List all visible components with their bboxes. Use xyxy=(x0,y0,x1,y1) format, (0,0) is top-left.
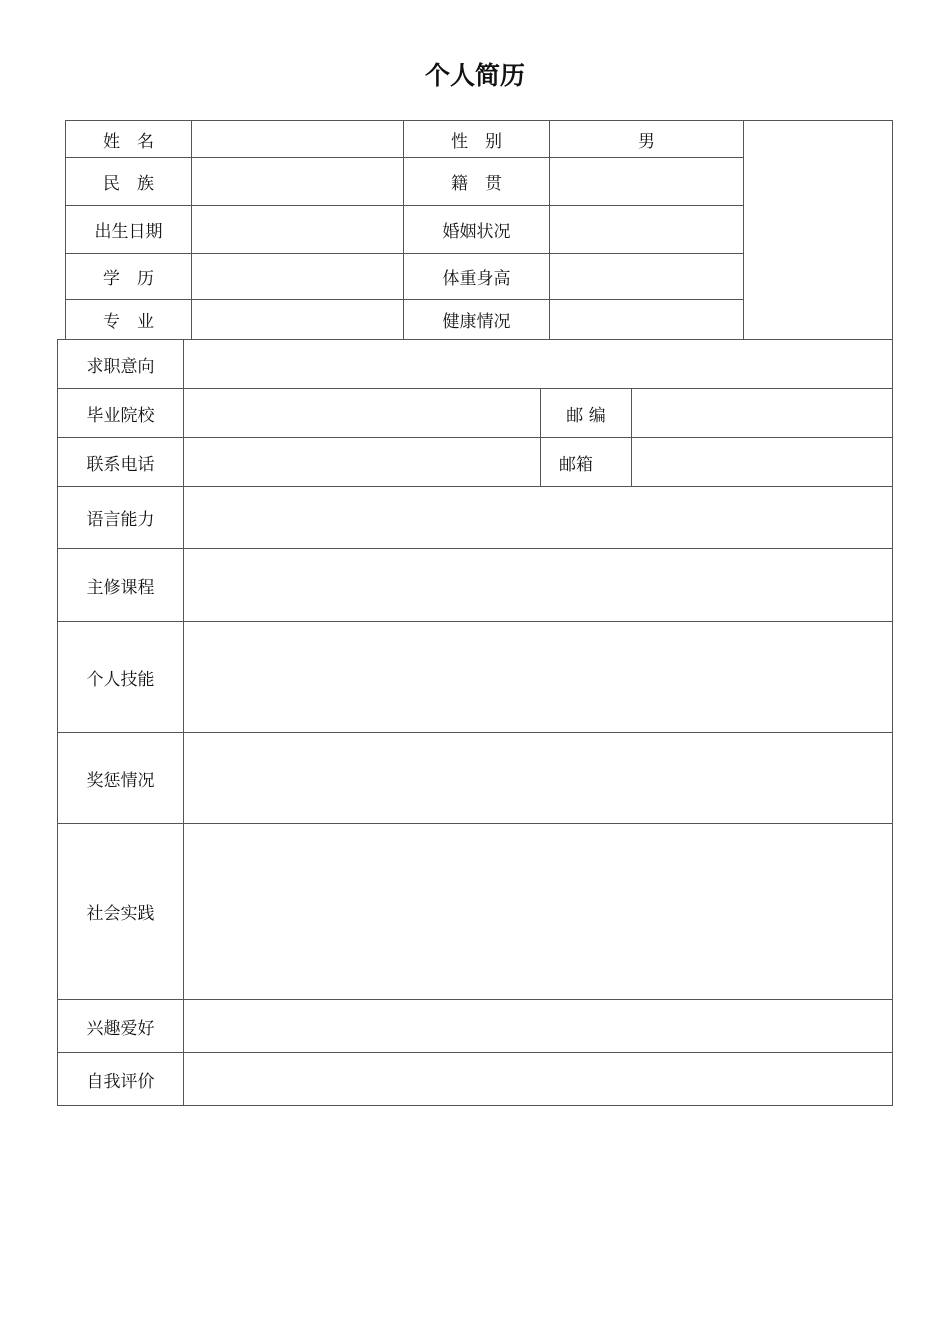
major-label: 专 业 xyxy=(103,312,154,332)
native-place-field[interactable] xyxy=(550,158,743,205)
skills-field[interactable] xyxy=(184,622,892,732)
hobbies-label: 兴趣爱好 xyxy=(86,1018,155,1039)
health-label: 健康情况 xyxy=(442,312,511,332)
phone-field[interactable] xyxy=(184,438,540,486)
education-label: 学 历 xyxy=(103,269,154,289)
self-evaluation-field[interactable] xyxy=(184,1053,892,1105)
marital-status-field[interactable] xyxy=(550,206,743,253)
birth-date-label: 出生日期 xyxy=(94,222,163,242)
job-intention-label: 求职意向 xyxy=(86,356,155,377)
courses-label: 主修课程 xyxy=(86,577,155,598)
ethnicity-field[interactable] xyxy=(192,158,403,205)
email-label: 邮箱 xyxy=(559,454,593,475)
school-field[interactable] xyxy=(184,389,540,437)
gender-field[interactable]: 男 xyxy=(638,131,655,152)
gender-label: 性 别 xyxy=(451,131,502,152)
social-practice-label: 社会实践 xyxy=(86,904,155,924)
school-label: 毕业院校 xyxy=(86,405,155,426)
name-label: 姓 名 xyxy=(103,131,154,152)
postcode-field[interactable] xyxy=(632,389,892,437)
native-place-label: 籍 贯 xyxy=(451,174,502,194)
ethnicity-label: 民 族 xyxy=(103,174,154,194)
postcode-label: 邮 编 xyxy=(566,405,606,426)
table-line xyxy=(892,120,893,1106)
phone-label: 联系电话 xyxy=(86,454,155,475)
education-field[interactable] xyxy=(192,254,403,299)
page-title: 个人简历 xyxy=(424,61,525,90)
awards-field[interactable] xyxy=(184,733,892,823)
height-weight-field[interactable] xyxy=(550,254,743,299)
photo-area[interactable] xyxy=(744,121,892,339)
name-field[interactable] xyxy=(192,121,403,157)
hobbies-field[interactable] xyxy=(184,1000,892,1052)
birth-date-field[interactable] xyxy=(192,206,403,253)
marital-status-label: 婚姻状况 xyxy=(442,222,511,242)
height-weight-label: 体重身高 xyxy=(442,269,511,289)
social-practice-field[interactable] xyxy=(184,824,892,999)
skills-label: 个人技能 xyxy=(86,669,155,690)
language-field[interactable] xyxy=(184,487,892,548)
job-intention-field[interactable] xyxy=(184,340,892,388)
email-field[interactable] xyxy=(632,438,892,486)
major-field[interactable] xyxy=(192,300,403,339)
self-evaluation-label: 自我评价 xyxy=(86,1071,155,1092)
language-label: 语言能力 xyxy=(86,510,155,530)
awards-label: 奖惩情况 xyxy=(86,770,155,791)
courses-field[interactable] xyxy=(184,549,892,621)
health-field[interactable] xyxy=(550,300,743,339)
